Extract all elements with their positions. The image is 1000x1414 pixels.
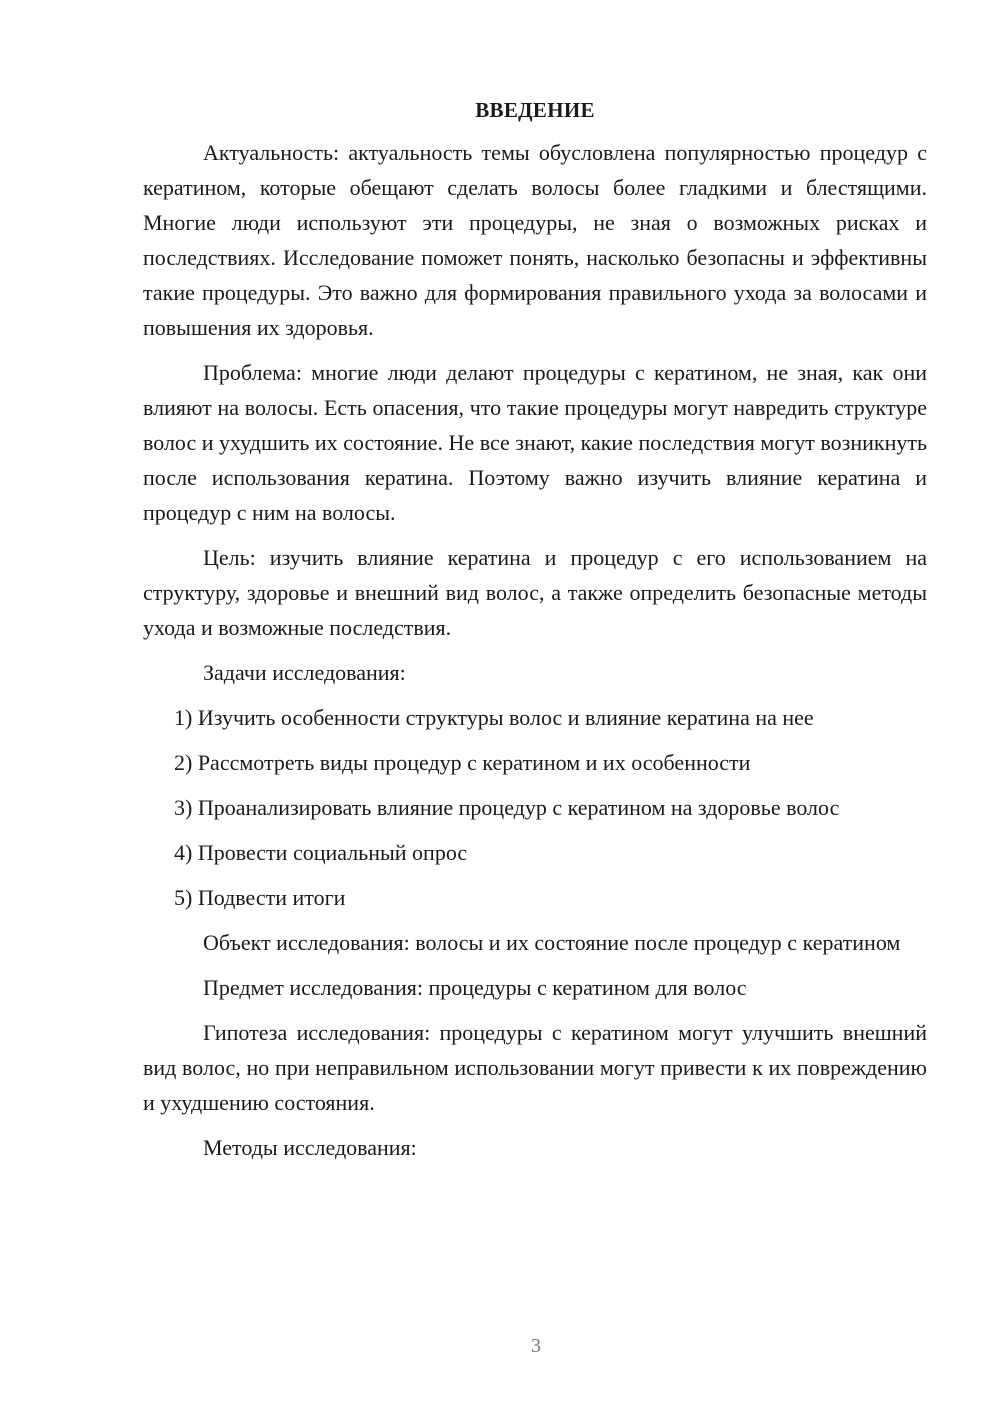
object-paragraph: Объект исследования: волосы и их состояние после процедур с кератином [203, 930, 901, 955]
problem-paragraph: Проблема: многие люди делают процедуры с кератином, не зная, как они влияют на волосы. Есть опасения, что такие процедуры могут навредить структуре волос и ухудшить их состояние. Не все знают, какие последствия могут возникнуть после использования кератина. Поэтому важно изучить влияние кератина и процедур с ним на волосы. [143, 360, 927, 525]
task-item: 1) Изучить особенности структуры волос и влияние кератина на нее [174, 705, 814, 730]
goal-paragraph: Цель: изучить влияние кератина и процедур с его использованием на структуру, здоровье и внешний вид волос, а также определить безопасные методы ухода и возможные последствия. [143, 545, 927, 640]
task-item: 2) Рассмотреть виды процедур с кератином и их особенности [174, 750, 751, 775]
task-item: 4) Провести социальный опрос [174, 840, 468, 865]
page-content [143, 95, 927, 1175]
task-item: 3) Проанализировать влияние процедур с кератином на здоровье волос [174, 795, 840, 820]
task-item: 5) Подвести итоги [174, 885, 346, 910]
page-number: 3 [531, 1335, 541, 1357]
methods-heading: Методы исследования: [203, 1135, 417, 1160]
hypothesis-paragraph: Гипотеза исследования: процедуры с кератином могут улучшить внешний вид волос, но при неправильном использовании могут привести к их повреждению и ухудшению состояния. [143, 1020, 927, 1115]
section-title: ВВЕДЕНИЕ [475, 98, 595, 122]
tasks-heading: Задачи исследования: [203, 660, 406, 685]
relevance-paragraph: Актуальность: актуальность темы обусловлена популярностью процедур с кератином, которые обещают сделать волосы более гладкими и блестящими. Многие люди используют эти процедуры, не зная о возможных рисках и последствиях. Исследование поможет понять, насколько безопасны и эффективны такие процедуры. Это важно для формирования правильного ухода за волосами и повышения их здоровья. [143, 140, 927, 340]
subject-paragraph: Предмет исследования: процедуры с кератином для волос [203, 975, 747, 1000]
